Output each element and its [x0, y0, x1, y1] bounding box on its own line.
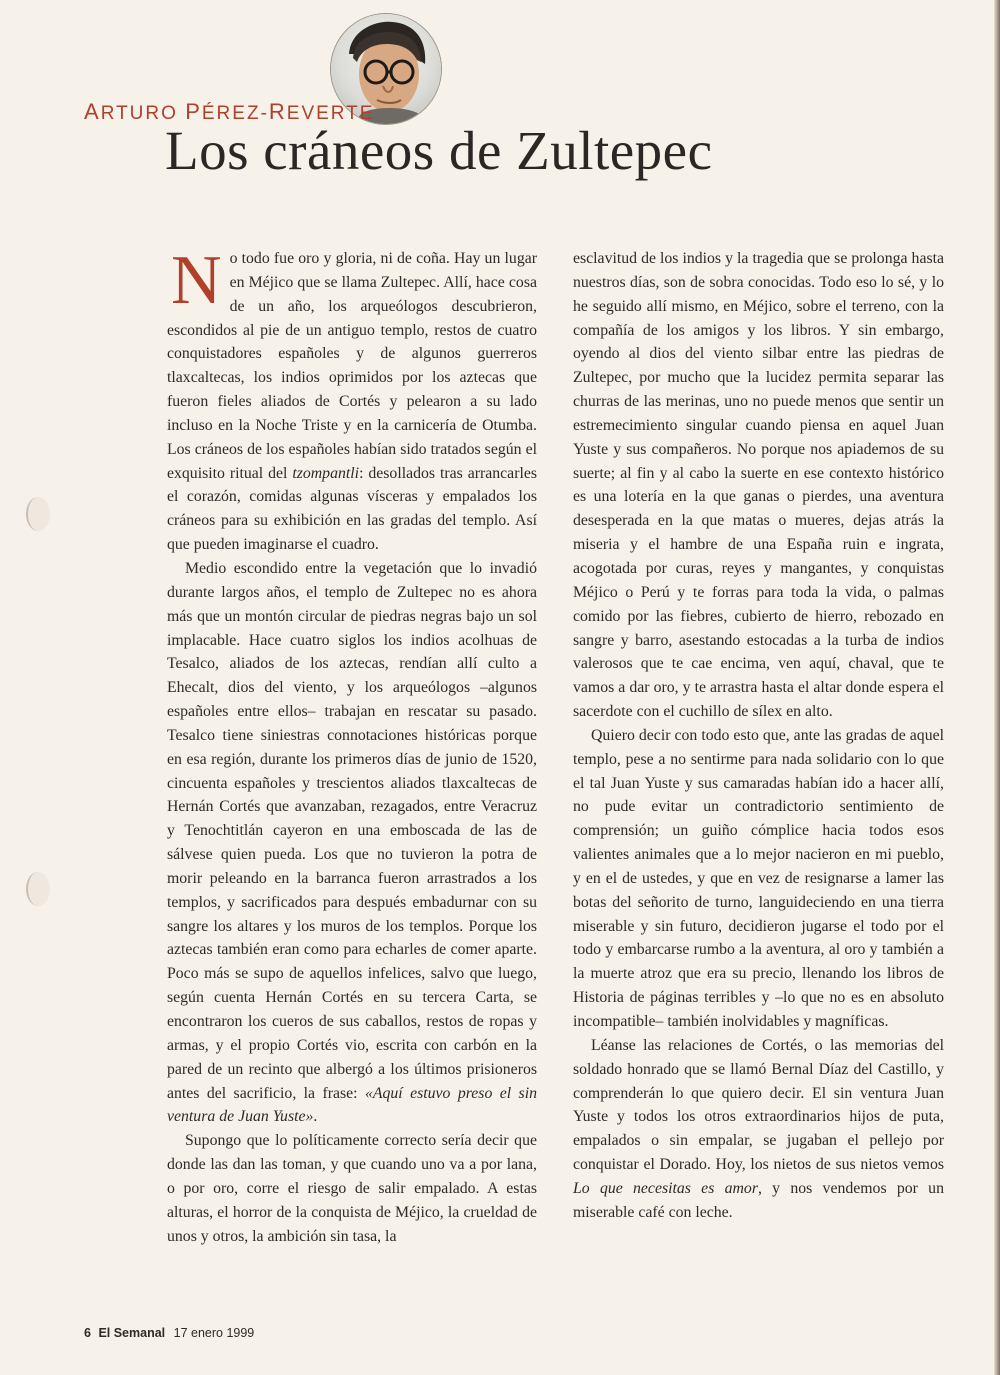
article-column-right [573, 247, 944, 1225]
article-paragraph: Medio escondido entre la vegetación que lo invadió durante largos años, el templo de Zultepec no es ahora más que un montón circular de piedras negras bajo un sol implacable. Hace cuatro siglos los indios acolhuas de Tesalco, aliados de los aztecas, rendían allí culto a Ehecalt, dios del viento, y los arqueólogos –algunos españoles entre ellos– trabajan en rescatar su pasado. Tesalco tiene siniestras connotaciones históricas porque en esa región, durante los primeros días de junio de 1520, cincuenta españoles y trescientos aliados tlaxcaltecas de Hernán Cortés que avanzaban, rezagados, entre Veracruz y Tenochtitlán cayeron en una emboscada de las de sálvese quien pueda. Los que no tuvieron la potra de morir peleando en la barranca fueron arrastrados a los templos, y sacrificados para después embadurnar con su sangre los altares y los muros de los templos. Porque los aztecas también eran como para echarles de comer aparte. Poco más se supo de aquellos infelices, salvo que luego, según cuenta Hernán Cortés en su tercera Carta, se encontraron los cueros de sus caballos, restos de ropas y armas, y el propio Cortés vio, escrita con carbón en la pared de un recinto que albergó a los últimos prisioneros antes del sacrificio, la frase: «Aquí estuvo preso el sin ventura de Juan Yuste». [167, 559, 537, 1126]
article-paragraph: Quiero decir con todo esto que, ante las gradas de aquel templo, pese a no sentirme para nada solidario con lo que el tal Juan Yuste y sus camaradas habían ido a hacer allí, no pude evitar un contradictorio sentimiento de comprensión; un guiño cómplice hacia todos esos valientes animales que a lo mejor nacieron en mi pueblo, y en el de ustedes, y que en vez de resignarse a lamer las botas del señorito de turno, languideciendo en una tierra miserable y sin futuro, decidieron jugarse el todo por el todo y embarcarse rumbo a la aventura, al oro y también a la muerte atroz que era su precio, llenando los libros de Historia de páginas terribles y –lo que no es en absoluto incompatible– también inolvidables y magníficas. [573, 726, 944, 1030]
page-footer [84, 1326, 254, 1340]
author-name: ARTURO PÉREZ-REVERTE [84, 99, 375, 124]
punch-hole [26, 872, 50, 906]
paragraph-text: o todo fue oro y gloria, ni de coña. Hay un lugar en Méjico que se llama Zultepec. Allí, hace cosa de un año, los arqueólogos descubrieron, escondidos al pie de un antiguo templo, restos de cuatro conquistadores españoles y de algunos guerreros tlaxcaltecas, los indios oprimidos por los aztecas que fueron fieles aliados de Cortés y pelearon a su lado incluso en la Noche Triste y en la carnicería de Otumba. Los cráneos de los españoles habían sido tratados según el exquisito ritual del tzompantli: desollados tras arrancarles el corazón, comidas algunas vísceras y empalados los cráneos para su exhibición en las gradas del templo. Así que pueden imaginarse el cuadro. [167, 250, 537, 554]
dropcap: N [171, 242, 222, 319]
page-edge [994, 0, 1000, 1375]
magazine-name: El Semanal [98, 1326, 166, 1340]
article-column-left [167, 242, 537, 1248]
article-headline: Los cráneos de Zultepec [165, 120, 713, 181]
article-paragraph: Léanse las relaciones de Cortés, o las memorias del soldado honrado que se llamó Bernal Díaz del Castillo, y comprenderán lo que quiero decir. El sin ventura Juan Yuste y todos los otros extraordinarios hijos de puta, empalados o sin empalar, se jugaban el pellejo por conquistar el Dorado. Hoy, los nietos de sus nietos vemos Lo que necesitas es amor, y nos vendemos por un miserable café con leche. [573, 1036, 944, 1221]
page-number: 6 [84, 1326, 91, 1340]
punch-hole [26, 497, 50, 531]
issue-date: 17 enero 1999 [173, 1326, 255, 1340]
article-paragraph: Supongo que lo políticamente correcto sería decir que donde las dan las toman, y que cuando uno va a por lana, o por oro, corre el riesgo de salir empalado. A estas alturas, el horror de la conquista de Méjico, la crueldad de unos y otros, la ambición sin tasa, la [167, 1132, 537, 1245]
article-paragraph: esclavitud de los indios y la tragedia que se prolonga hasta nuestros días, son de sobra conocidas. Todo eso lo sé, y lo he seguido allí mismo, en Méjico, sobre el terreno, con la compañía de los amigos y los libros. Y sin embargo, oyendo al dios del viento silbar entre las piedras de Zultepec, por mucho que la lucidez permita separar las churras de las merinas, uno no puede menos que sentir un estremecimiento singular cuando piensa en aquel Juan Yuste y sus compañeros. No porque nos apiademos de su suerte; al fin y al cabo la suerte en ese contexto histórico es una lotería en la que ganas o pierdes, una aventura desesperada en la que matas o mueres, dejas atrás la miseria y el hambre de una España ruin e ingrata, acogotada por curas, reyes y mangantes, y conquistas Méjico o Perú y te forras para toda la vida, o palmas comido por las fiebres, cubierto de hierro, rebozado en sangre y barro, asestando estocadas a la turba de indios valerosos que te cae encima, ven aquí, chaval, que te vamos a dar oro, y te arrastra hasta el altar donde espera el sacerdote con el cuchillo de sílex en alto. [573, 250, 944, 721]
article-paragraph [167, 242, 537, 557]
